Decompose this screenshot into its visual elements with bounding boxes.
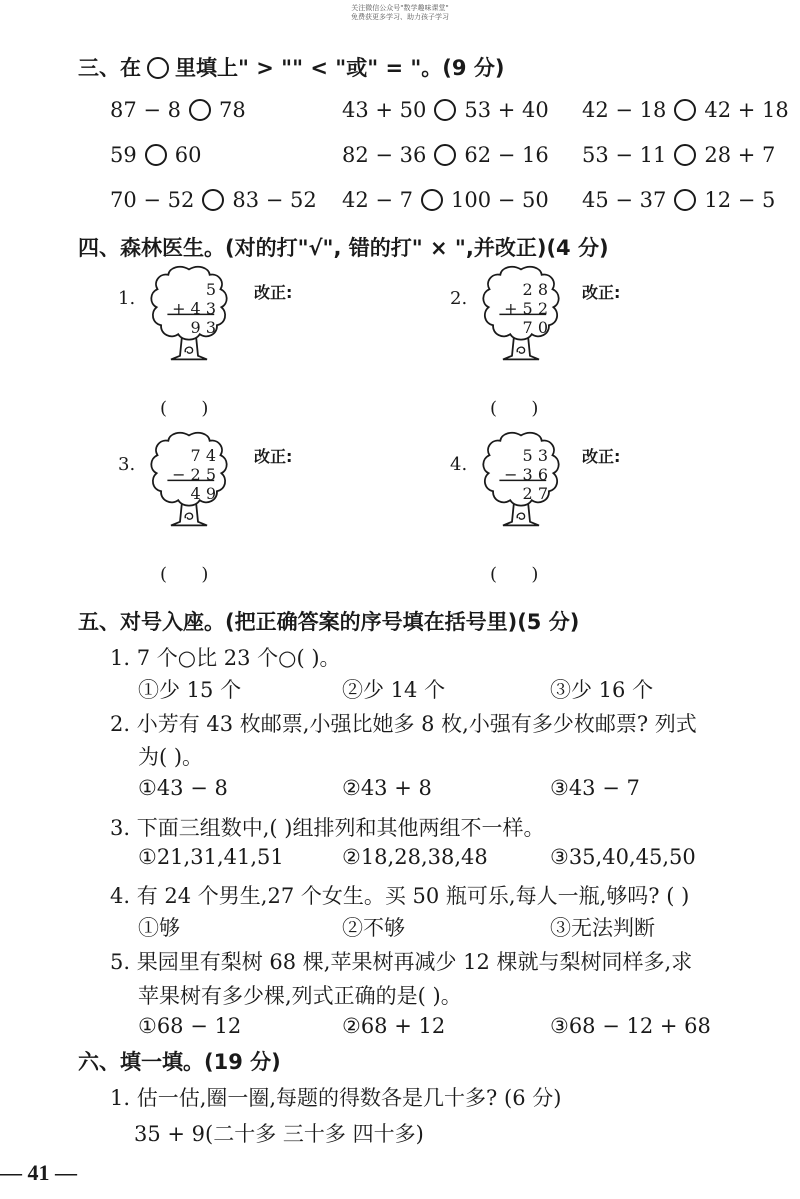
section-3-title-start: 三、在	[78, 56, 141, 80]
comparison-item	[582, 143, 775, 167]
page-number: — 41 —	[0, 1160, 77, 1185]
answer-option[interactable]: ③少 16 个	[550, 678, 654, 702]
section-6-q1: 1. 估一估,圈一圈,每题的得数各是几十多? (6 分)	[110, 1086, 562, 1110]
section-5-title: 五、对号入座。(把正确答案的序号填在括号里)(5 分)	[78, 610, 580, 634]
correction-label: 改正:	[582, 447, 621, 466]
section-3-title-rest: 里填上" > "" < "或" = "。(9 分)	[175, 56, 505, 80]
watermark-line-1: 关注微信公众号"数学趣味课堂"	[351, 4, 449, 12]
q2-text-line2: 为( )。	[138, 745, 204, 769]
comparison-right: 62 − 16	[464, 143, 549, 167]
comparison-item	[110, 98, 246, 122]
vertical-calc-middle: + 5 2	[504, 299, 548, 318]
vertical-calc-result: 4 9	[190, 484, 216, 503]
answer-option[interactable]: ①够	[138, 916, 180, 940]
item-number: 3.	[118, 454, 136, 475]
q2-text-line1: 2. 小芳有 43 枚邮票,小强比她多 8 枚,小强有多少枚邮票? 列式	[110, 712, 697, 736]
vertical-calc-middle: + 4 3	[172, 299, 216, 318]
answer-parentheses[interactable]: ( )	[490, 564, 539, 585]
item-number: 1.	[118, 288, 136, 309]
watermark-line-2: 免费获更多学习、助力孩子学习	[351, 13, 449, 21]
comparison-item	[110, 188, 317, 212]
comparison-left: 82 − 36	[342, 143, 427, 167]
comparison-left: 87 − 8	[110, 98, 182, 122]
answer-parentheses[interactable]: ( )	[490, 398, 539, 419]
answer-option[interactable]: ②43 + 8	[342, 776, 432, 800]
answer-option[interactable]: ③无法判断	[550, 916, 655, 940]
correction-label: 改正:	[254, 283, 293, 302]
answer-circle[interactable]	[145, 144, 167, 166]
comparison-left: 45 − 37	[582, 188, 667, 212]
comparison-left: 42 − 18	[582, 98, 667, 122]
answer-option[interactable]: ①43 − 8	[138, 776, 228, 800]
q5-text-line2: 苹果树有多少棵,列式正确的是( )。	[138, 984, 462, 1008]
answer-circle[interactable]	[674, 189, 696, 211]
section-6-q1-line: 35 + 9(二十多 三十多 四十多)	[134, 1122, 424, 1146]
item-number: 4.	[450, 454, 468, 475]
comparison-right: 12 − 5	[704, 188, 776, 212]
answer-option[interactable]: ③43 − 7	[550, 776, 640, 800]
comparison-item	[342, 188, 549, 212]
correction-label: 改正:	[254, 447, 293, 466]
correction-label: 改正:	[582, 283, 621, 302]
answer-option[interactable]: ①少 15 个	[138, 678, 242, 702]
vertical-calc-result: 2 7	[522, 484, 548, 503]
q5-text-line1: 5. 果园里有梨树 68 棵,苹果树再减少 12 棵就与梨树同样多,求	[110, 950, 693, 974]
comparison-left: 59	[110, 143, 137, 167]
comparison-right: 28 + 7	[704, 143, 776, 167]
comparison-left: 53 − 11	[582, 143, 667, 167]
vertical-calc-middle: − 3 6	[504, 465, 548, 484]
comparison-left: 70 − 52	[110, 188, 195, 212]
answer-parentheses[interactable]: ( )	[160, 398, 209, 419]
q3-text: 3. 下面三组数中,( )组排列和其他两组不一样。	[110, 816, 545, 840]
answer-circle[interactable]	[421, 189, 443, 211]
q1-text: 1. 7 个○比 23 个○( )。	[110, 646, 341, 670]
answer-option[interactable]: ②68 + 12	[342, 1014, 446, 1038]
comparison-item	[582, 188, 775, 212]
comparison-left: 42 − 7	[342, 188, 414, 212]
comparison-right: 83 − 52	[232, 188, 317, 212]
answer-parentheses[interactable]: ( )	[160, 564, 209, 585]
comparison-item	[342, 98, 549, 122]
vertical-calc-middle: − 2 5	[172, 465, 216, 484]
answer-option[interactable]: ①21,31,41,51	[138, 845, 284, 869]
comparison-item	[582, 98, 789, 122]
vertical-calc-result: 9 3	[190, 318, 216, 337]
watermark	[330, 4, 470, 22]
answer-circle[interactable]	[189, 99, 211, 121]
vertical-calc-top: 7 4	[190, 446, 216, 465]
comparison-item	[110, 143, 201, 167]
comparison-right: 100 − 50	[451, 188, 549, 212]
comparison-left: 43 + 50	[342, 98, 427, 122]
comparison-right: 53 + 40	[464, 98, 549, 122]
answer-option[interactable]: ②少 14 个	[342, 678, 446, 702]
page-number-value: 41	[27, 1160, 50, 1185]
comparison-right: 42 + 18	[704, 98, 789, 122]
vertical-calc-top: 2 8	[522, 280, 548, 299]
answer-option[interactable]: ②不够	[342, 916, 405, 940]
answer-circle[interactable]	[434, 144, 456, 166]
answer-option[interactable]: ①68 − 12	[138, 1014, 242, 1038]
answer-circle[interactable]	[674, 144, 696, 166]
answer-option[interactable]: ③35,40,45,50	[550, 845, 696, 869]
compare-circle-icon	[147, 57, 169, 79]
answer-option[interactable]: ③68 − 12 + 68	[550, 1014, 711, 1038]
item-number: 2.	[450, 288, 468, 309]
vertical-calc-top: 5	[205, 280, 216, 299]
answer-option[interactable]: ②18,28,38,48	[342, 845, 488, 869]
comparison-right: 60	[174, 143, 202, 167]
comparison-item	[342, 143, 549, 167]
comparison-right: 78	[219, 98, 246, 122]
section-3-title	[78, 52, 504, 82]
section-4-title: 四、森林医生。(对的打"√", 错的打" × ",并改正)(4 分)	[78, 236, 609, 260]
vertical-calc-result: 7 0	[522, 318, 548, 337]
section-6-title: 六、填一填。(19 分)	[78, 1050, 281, 1074]
q4-text: 4. 有 24 个男生,27 个女生。买 50 瓶可乐,每人一瓶,够吗? ( )	[110, 884, 690, 908]
answer-circle[interactable]	[434, 99, 456, 121]
answer-circle[interactable]	[674, 99, 696, 121]
vertical-calc-top: 5 3	[522, 446, 548, 465]
answer-circle[interactable]	[202, 189, 224, 211]
